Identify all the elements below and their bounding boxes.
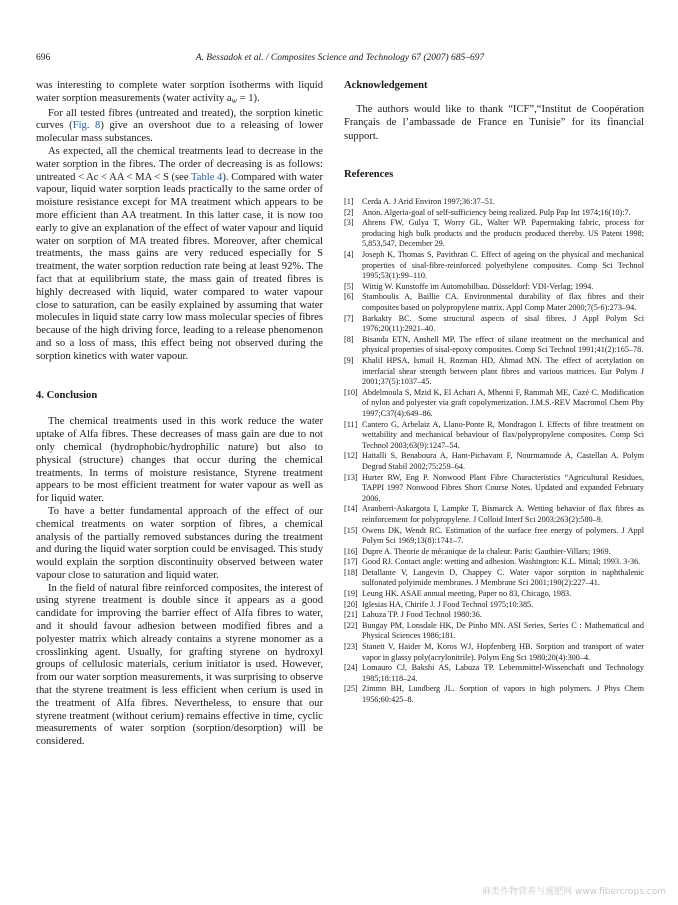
acknowledgement-text: The authors would like to thank “ICF”,“Institut de Coopération Français de l’ambassade de France en Tunisie” for its financial support. <box>344 103 644 142</box>
reference-number: [20] <box>344 599 358 609</box>
reference-item <box>344 218 644 250</box>
reference-item <box>344 547 644 558</box>
reference-item <box>344 504 644 525</box>
paragraph-continued: was interesting to complete water sorption isotherms with liquid water sorption measurements (water activity aw = 1). <box>36 80 323 105</box>
reference-number: [8] <box>344 334 354 344</box>
reference-number: [19] <box>344 589 358 599</box>
reference-text: Aranberri-Askargota I, Lampke T, Bismarck A. Wetting behavior of flax fibres as reinforcement for polypropylene. J Colloid Interf Sci 2003;263(2):580–9. <box>362 504 644 524</box>
reference-text: Labuza TP. J Food Technol 1980:36. <box>362 610 482 620</box>
conclusion-paragraph-1: The chemical treatments used in this work reduce the water uptake of Alfa fibres. These decreases of mass gain are due to not only chemical (hydrophobic/hydrophilic nature) but also to physical (structure) changes that occur during the chemical treatments. In terms of moisture resistance, Styrene treatment appears to be most efficient treatment for water vapour as well as for liquid water. <box>36 416 323 505</box>
reference-item <box>344 526 644 547</box>
reference-number: [23] <box>344 642 358 652</box>
reference-number: [9] <box>344 356 354 365</box>
reference-list <box>344 197 644 706</box>
reference-number: [12] <box>344 451 358 461</box>
reference-item <box>344 568 644 589</box>
reference-item <box>344 610 644 621</box>
reference-item <box>344 451 644 472</box>
paragraph-kinetics: For all tested fibres (untreated and treated), the sorption kinetic curves (Fig. 8) give an overshoot due to a releasing of lower molecular mass substances. <box>36 107 323 145</box>
paragraph-treatments: As expected, all the chemical treatments lead to decrease in the water sorption in the fibres. The order of decreasing is as follows: untreated < Ac < AA < MA < S (see Table 4). Compared with water vapour, liquid water sorption leads practically to the same order of moisture resistance except for MA treatment which appears to be more efficient than AA treatment. In this latter case, it is now too early to give an explanation of the effect of water vapour and liquid water on sorption of MA treated fibres. Moreover, after chemical treatments, the mass gains are very reduced especially for S treatment, the water sorption reduction rate being at least 92%. The fact that at equilibrium state, the mass gain of treated fibres is highly decreased with liquid, water compared to water vapour close to saturation, can be easily explained by assuming that water molecules in liquid state carry low mass molecular species of fibres because of the high driving force, leading to a release phenomenon and so a loss of mass, this effect being not observed during the sorption kinetics with water vapour. <box>36 145 323 362</box>
reference-item <box>344 335 644 356</box>
reference-item <box>344 250 644 282</box>
reference-number: [4] <box>344 250 354 260</box>
reference-text: Joseph K, Thomas S, Pavithran C. Effect of ageing on the physical and mechanical properties of sisal-fibre-reinforced polyethylene composites. Comp Sci Technol 1995;53(1):99–110. <box>362 250 644 281</box>
reference-number: [17] <box>344 557 358 567</box>
reference-text: Abdelmoula S, Mzid K, El Achari A, Mhenni F, Rammah ME, Cazé C. Modification of nylon and polyester via graft copolymerization. J.M.S.-REV Macromol Chem Phy 1997;C37(4):649–86. <box>362 387 644 418</box>
reference-number: [24] <box>344 663 358 673</box>
reference-item <box>344 420 644 452</box>
reference-number: [14] <box>344 504 358 514</box>
reference-text: Bungay PM, Lonsdale HK, De Pinho MN. ASI Series, Series C : Mathematical and Physical Sciences 1986;181. <box>362 620 644 641</box>
conclusion-paragraph-2: To have a better fundamental approach of the effect of our chemical treatments on water sorption of fibres, a chemical analysis of the partially removed substances during the treatment and during the liquid water sorption could be envisaged. This study would explain the sorption discontinuity observed between water vapour close to saturation and liquid water. <box>36 505 323 581</box>
reference-text: Barkakty BC. Some structural aspects of sisal fibres. J Appl Polym Sci 1976;20(11):2921–40. <box>362 313 644 334</box>
reference-number: [18] <box>344 567 358 577</box>
reference-text: Leung HK. ASAE annual meeting, Paper no 83, Chicago, 1983. <box>362 589 572 599</box>
reference-number: [15] <box>344 525 358 535</box>
reference-number: [3] <box>344 218 354 228</box>
table-4-link[interactable]: Table 4 <box>191 171 223 183</box>
reference-text: Detallante V, Langevin D, Chappey C. Water vapor sorption in naphthalenic sulfonated polyimide membranes. J Membrane Sci 2001;190(2):227–41. <box>362 567 644 588</box>
reference-text: Lomauro CJ, Bakshi AS, Labuza TP. Lebensmittel-Wissenchaft und Technology 1985;18:118–24. <box>362 663 644 683</box>
reference-item <box>344 388 644 420</box>
reference-item <box>344 292 644 313</box>
reference-number: [25] <box>344 684 358 694</box>
reference-text: Khalil HPSA, Ismail H, Rozman HD, Ahmad MN. The effect of acetylation on interfacial shear strength between plant fibres and various matrices. Eur Polym J 2001;37(5):1037–45. <box>362 356 644 387</box>
reference-number: [10] <box>344 387 358 397</box>
watermark: 麻类作物营养与施肥网 www.fibercrops.com <box>482 887 666 897</box>
reference-item <box>344 621 644 642</box>
reference-item <box>344 589 644 600</box>
reference-text: Dupre A. Theorie de mécanique de la chaleur. Paris: Gauthier-Villars; 1969. <box>362 546 611 556</box>
reference-item <box>344 642 644 663</box>
reference-item <box>344 356 644 388</box>
reference-text: Ahrens FW, Gulya T, Worry GL, Walter WP. Papermaking fabric, process for producing high bulk products and the products produced thereby. US Patent 1998; 5,853,547, December 29. <box>362 218 644 249</box>
conclusion-paragraph-3: In the field of natural fibre reinforced composites, the interest of using styrene treatment is double since it appears as a good candidate for improving the barrier effect of Alfa fibres to water, and it should favour adhesion between modified fibres and a polyester matrix which already contains a styrene monomer as a crosslinking agent. Usually, for grafting styrene on hydroxyl groups of cellulosic materials, cerium initiator is used. However, from our water sorption measurements, it was surprising to observe that the styrene treatment is less efficient when cerium is used in the treatment of Alfa fibres. Nevertheless, to ensure that our styrene treatment (without cerium) remains effective in time, cyclic measurements of water sorption (sorption/desorption) will be considered. <box>36 582 323 748</box>
section-title-conclusion: 4. Conclusion <box>36 389 98 401</box>
reference-item <box>344 282 644 293</box>
reference-text: Owens DK, Wendt RC. Estimation of the surface free energy of polymers. J Appl Polym Sci 1969;13(8):1741–7. <box>362 525 644 546</box>
reference-text: Hurter RW, Eng P. Nonwood Plant Fibre Characteristics “Agricultural Residues, TAPPI 1997 Nonwood Fibres Short Course Notes. Updated and expanded February 2006. <box>362 472 644 503</box>
reference-text: Good RJ. Contact angle: wetting and adhesion. Washington: K.L. Mittal; 1993. 3-36. <box>362 557 641 567</box>
page-number: 696 <box>36 53 51 63</box>
reference-number: [7] <box>344 313 354 323</box>
running-header <box>36 53 644 67</box>
reference-item <box>344 557 644 568</box>
reference-number: [1] <box>344 197 354 207</box>
reference-number: [5] <box>344 281 354 291</box>
reference-text: Zimmn BH, Lundberg JL. Sorption of vapors in high polymers. J Phys Chem 1956;60:425–8. <box>362 684 644 704</box>
reference-number: [22] <box>344 620 358 630</box>
reference-item <box>344 600 644 611</box>
reference-item <box>344 314 644 335</box>
reference-item <box>344 473 644 505</box>
reference-number: [2] <box>344 207 354 217</box>
reference-number: [6] <box>344 292 354 302</box>
reference-text: Cerda A. J Arid Environ 1997;36:37–51. <box>362 197 496 207</box>
reference-number: [13] <box>344 472 358 482</box>
reference-text: Cantero G, Arbelaiz A, Llano-Ponte R, Mondragon I. Effects of fibre treatment on wettability and mechanical behaviour of flax/polypropylene composites. Comp Sci Technol 2003;63(9):1247–54. <box>362 419 644 450</box>
reference-item <box>344 684 644 705</box>
reference-text: Stanett V, Haider M, Koros WJ, Hopfenberg HB. Sorption and transport of water vapor in glassy poly(acrylonitrile). Polym Eng Sci 1980;20(4):300–4. <box>362 642 644 662</box>
reference-item <box>344 197 644 208</box>
reference-text: Hattalli S, Benaboura A, Ham-Pichavant F, Nourmamode A, Castellan A. Polym Degrad Stabil 2002;75:259–64. <box>362 451 644 471</box>
right-column <box>344 80 644 706</box>
fig-8-link[interactable]: Fig. 8 <box>72 120 101 132</box>
reference-number: [11] <box>344 419 358 429</box>
references-title: References <box>344 169 394 181</box>
reference-text: Wittig W. Kunstoffe im Automobilbau. Düsseldorf: VDI-Verlag; 1994. <box>362 281 594 291</box>
reference-number: [16] <box>344 546 358 556</box>
running-title: A. Bessadok et al. / Composites Science and Technology 67 (2007) 685–697 <box>195 53 485 63</box>
reference-number: [21] <box>344 610 358 620</box>
reference-text: Anon. Algeria-goal of self-sufficiency being realized. Pulp Pap Int 1974;16(10):7. <box>362 207 631 217</box>
left-column <box>36 80 323 749</box>
acknowledgement-title: Acknowledgement <box>344 80 428 91</box>
reference-text: Stamboulis A, Baillie CA. Environmental durability of flax fibres and their composites based on polypropylene matrix. Appl Comp Mater 2000;7(5-6):273–94. <box>362 292 644 313</box>
reference-text: Bisanda ETN, Anshell MP. The effect of silane treatment on the mechanical and physical properties of sisal-epoxy composites. Comp Sci Technol 1991;41(2):165–78. <box>362 334 644 355</box>
reference-item <box>344 208 644 219</box>
reference-text: Iglesias HA, Chirife J. J Food Technol 1975;10:385. <box>362 599 534 609</box>
reference-item <box>344 663 644 684</box>
